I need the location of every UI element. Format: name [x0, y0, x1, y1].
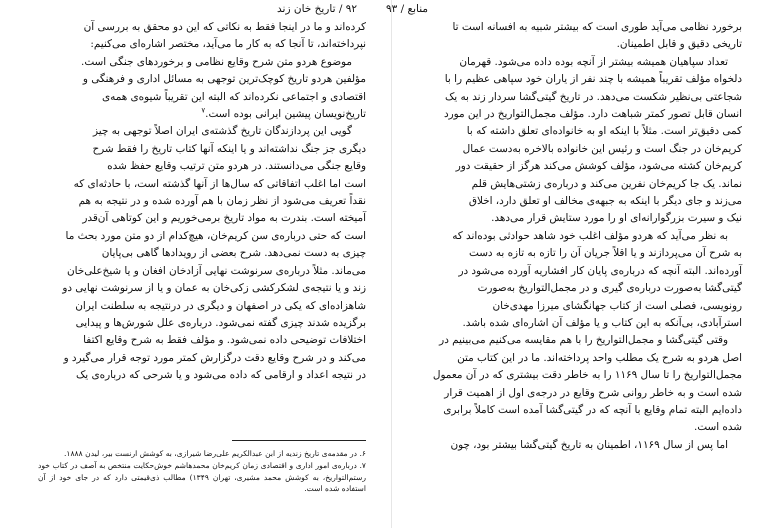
paragraph-line: نماند. یک جا کریم‌خان نفرین می‌کند و درباره‌ی زشتی‌هایش قلم	[471, 177, 742, 190]
paragraph-line: نپرداخته‌اند، تا آنجا که به کار ما می‌آید، مختصر اشاره‌ای می‌کنیم:	[90, 38, 366, 51]
footnote-reference: ۷	[201, 106, 206, 115]
paragraph-line: شده است و به خاطر روانی شرح وقایع در درجه‌ی اول از اهمیت قرار	[444, 386, 742, 399]
paragraph-line: آمیخته است. بندرت به مواد تاریخ برمی‌خوریم و این کوتاهی آن‌قدر	[82, 212, 366, 225]
paragraph-line: رونویسی، فصلی است از کتاب جهانگشای میرزا مهدی‌خان	[492, 299, 742, 312]
paragraph-line: داده‌ایم البته تمام وقایع با آنچه که در گیتی‌گشا آمده است کاملاً برابری	[443, 403, 742, 416]
paragraph-line: کریم‌خان کشته می‌شود، مؤلف کوشش می‌کند هرگز از حقیقت دور	[455, 160, 742, 173]
paragraph-line: مؤلفین هردو تاریخ کوچک‌ترین توجهی به مسائل اداری و فرهنگی و	[82, 73, 366, 86]
paragraph-line: کمی دقیق‌تر است. مثلاً با اینکه او به خانواده‌ای تعلق داشته که با	[466, 125, 742, 138]
paragraph-line: به شرح آن می‌پردازند و یا اقلاً جریان آن را تازه به تازه به دست	[469, 247, 742, 260]
paragraph-line: موضوع هردو متن شرح وقایع نظامی و برخوردهای جنگی است.	[81, 55, 352, 68]
paragraph-line: کریم‌خان در جنگ است و رئیس این خانواده بالاخره به‌دست عمال	[462, 142, 742, 155]
line-text: تاریخ‌نویسان پیشین ایرانی بوده است.	[205, 108, 366, 121]
paragraph-line: اصل هردو به شرح یک مطلب واحد پرداخته‌اند. ما در این کتاب متن	[457, 351, 742, 364]
paragraph-line: در نتیجه اعداد و ارقامی که داده می‌شود و یا شرحی که درباره‌ی یک	[76, 369, 366, 382]
paragraph-line: اقتصادی و اجتماعی نکرده‌اند که البته این تقریباً شیوه‌ی همه‌ی	[102, 90, 366, 103]
paragraph-line: برگزیده شدند چیزی گفته نمی‌شود. درباره‌ی علل شورش‌ها و پیدایی	[75, 316, 366, 329]
paragraph-line: تاریخی دقیق و قابل اطمینان.	[616, 38, 742, 51]
paragraph-line: اختلافات توضیحی داده نمی‌شود. و مؤلف فقط به شرح وقایع اکتفا	[83, 334, 366, 347]
paragraph-line: برخورد نظامی می‌آید طوری است که بیشتر شبیه به افسانه است تا	[452, 21, 742, 33]
left-page-body	[38, 19, 366, 385]
paragraph-line: نقداً تعریف می‌شود از نظر زمان با هم آورده شده و در نتیجه به هم	[78, 195, 366, 208]
paragraph-line: به نظر می‌آید که هردو مؤلف اغلب خود شاهد حوادثی بوده‌اند که	[452, 229, 728, 242]
paragraph-line: زند و یا نتیجه‌ی لشکرکشی زکی‌خان به عمان و یا از سرنوشت نهایی دو	[62, 282, 366, 295]
right-page	[386, 0, 768, 528]
paragraph-line: شده است.	[693, 421, 742, 434]
right-page-body	[430, 19, 742, 454]
paragraph-line: نیک و سیرت بزرگوارانه‌ای او را مورد ستایش قرار می‌دهد.	[491, 212, 742, 225]
paragraph-line: استرآبادی، بی‌آنکه به این کتاب و یا مؤلف آن اشاره‌ای شده باشد.	[462, 316, 742, 329]
paragraph-line: می‌ماند. مثلاً درباره‌ی سرنوشت نهایی آزادخان افغان و یا شیخ‌علی‌خان	[67, 264, 366, 277]
paragraph-line	[38, 106, 366, 123]
paragraph-line: می‌زند و جای دیگر با اینکه به جبهه‌ی مخالف او تعلق دارد، اخلاق	[468, 195, 742, 208]
paragraph-line: اما پس از سال ۱۱۶۹، اطمینان به تاریخ گیتی‌گشا بیشتر بود، چون	[450, 438, 728, 451]
paragraph-line: دلخواه مؤلف تقریباً همیشه با چند نفر از یاران خود سپاهی عظیم را با	[444, 73, 742, 86]
paragraph-line: مجمل‌التواریخ را تا سال ۱۱۶۹ را به خاطر دقت بیشتری که در آن معمول	[432, 369, 742, 382]
paragraph-line: گویی این پردازندگان تاریخ گذشته‌ی ایران اصلاً توجهی به چیز	[93, 125, 352, 138]
paragraph-line: کرده‌اند و ما در اینجا فقط به نکاتی که این دو محقق به بررسی آن	[83, 21, 366, 33]
footnote: ۷. درباره‌ی امور اداری و اقتصادی زمان کریم‌خان محمدهاشم خوش‌حکایت منتخص به آصف در کتاب خود رستم‌التواریخ، به کوشش محمد مشیری، تهران ۱۳۴۹) مطالب ذی‌قیمتی دارد که در جای خود از آن استفاده شده است.	[38, 461, 367, 494]
footnotes	[38, 448, 366, 496]
paragraph-line: وقایع جنگی می‌دانستند. در هردو متن ترتیب وقایع حفظ شده	[107, 160, 366, 173]
paragraph-line: تعداد سپاهیان همیشه بیشتر از آنچه بوده داده می‌شود. قهرمان	[459, 55, 728, 68]
running-header-right: منابع / ۹۳	[386, 3, 428, 15]
paragraph-line: شاهزاده‌ای که یکی در اصفهان و دیگری در درنتیجه به سلطنت ایران	[75, 299, 366, 312]
paragraph-line: گیتی‌گشا به‌صورت درباره‌ی گیری و در مجمل‌التواریخ به‌صورت	[477, 282, 742, 295]
footnote-separator	[232, 440, 366, 441]
paragraph-line: انسان قابل تصور کمتر شباهت دارد. مؤلف مجمل‌التواریخ در این مورد	[443, 108, 742, 121]
paragraph-line: چیزی به دست نمی‌دهد. شرح بعضی از رویدادها گاهی بی‌پایان	[101, 247, 366, 260]
paragraph-line: وقتی گیتی‌گشا و مجمل‌التواریخ را با هم مقایسه می‌کنیم می‌بینیم در	[439, 334, 728, 347]
paragraph-line: شجاعتی بی‌نظیر شکست می‌دهد. در تاریخ گیتی‌گشا سردار زند به یک	[444, 90, 742, 103]
paragraph-line: است اما اغلب اتفاقاتی که سال‌ها از آنها گذشته است، با حادثه‌ای که	[73, 177, 366, 190]
running-header-left: ۹۲ / تاریخ خان زند	[277, 3, 357, 15]
paragraph-line: آورده‌اند. البته آنچه که درباره‌ی پایان کار افشاریه آورده می‌شود در	[458, 264, 742, 277]
paragraph-line: می‌کند و در شرح وقایع دقت درگزارش کمتر مورد توجه قرار می‌گیرد و	[63, 351, 366, 364]
paragraph-line: است که حتی درباره‌ی سن کریم‌خان، هیچ‌کدام از دو متن مورد بحث ما	[65, 229, 366, 242]
footnote: ۶. در مقدمه‌ی تاریخ زندیه از ابن عبدالکریم علی‌رضا شیرازی، به کوشش ارنست بیر، لیدن ۱۸۸۸.	[63, 449, 366, 458]
paragraph-line: دیگری جز جنگ نداشته‌اند و یا اینکه آنها کتاب تاریخ را فقط شرح	[92, 142, 366, 155]
